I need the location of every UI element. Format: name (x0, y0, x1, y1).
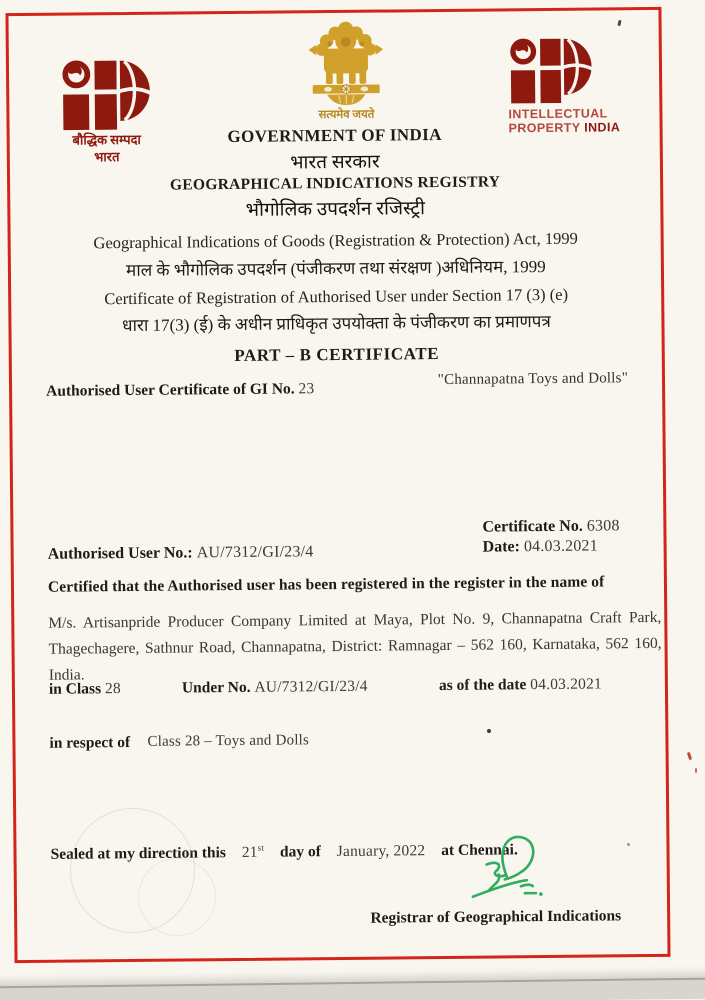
scan-speck (627, 843, 630, 846)
in-respect-of-value: Class 28 – Toys and Dolls (147, 732, 310, 750)
right-logo-india-label: INDIA (584, 120, 621, 135)
registrant-address: M/s. Artisanpride Producer Company Limited at Maya, Plot No. 9, Channapatna Craft Park, Thagechagere, Sathnur Road, Channapatna, District: Ramnagar – 562 160, Karnataka, 562 160, India. (48, 608, 662, 684)
government-of-india-title: GOVERNMENT OF INDIA (227, 124, 442, 147)
class-number: 28 (104, 680, 121, 698)
in-respect-of-label: in respect of (49, 734, 131, 752)
scan-speck (687, 752, 692, 761)
signature-icon (458, 830, 554, 913)
in-class-group (49, 680, 121, 699)
gi-name: "Channapatna Toys and Dolls" (437, 370, 629, 389)
part-b-title: PART – B CERTIFICATE (234, 344, 440, 365)
ip-india-logo-icon (51, 59, 162, 132)
certificate-number-line (482, 516, 619, 537)
authorised-user-row (48, 543, 314, 564)
emblem-motto: सत्यमेव जयते (318, 108, 375, 122)
under-no-value: AU/7312/GI/23/4 (254, 677, 368, 696)
gi-label: Authorised User Certificate of GI No. (46, 380, 295, 400)
under-no-label: Under No. (181, 678, 251, 697)
section-line: Certificate of Registration of Authorised User under Section 17 (3) (e) (104, 284, 569, 309)
registrar-title: Registrar of Geographical Indications (370, 907, 622, 927)
as-of-date-value: 04.03.2021 (530, 675, 603, 694)
date-value: 04.03.2021 (523, 537, 598, 556)
authorised-user-value: AU/7312/GI/23/4 (196, 543, 314, 562)
ip-india-logo-right (508, 37, 659, 136)
authorised-user-label: Authorised User No.: (47, 544, 193, 563)
respect-row (49, 730, 529, 757)
ashoka-lion-capital-icon (298, 17, 395, 106)
scan-speck (487, 729, 491, 733)
in-class-label: in Class (48, 680, 102, 698)
faint-seal-watermark (138, 858, 216, 936)
national-emblem (298, 17, 395, 122)
registry-title-hindi: भौगोलिक उपदर्शन रजिस्ट्री (245, 198, 426, 221)
gi-label-group (46, 380, 314, 401)
section-line-hindi: धारा 17(3) (ई) के अधीन प्राधिकृत उपयोक्ता के पंजीकरण का प्रमाणपत्र (121, 311, 551, 336)
left-logo-caption-line1: बौद्धिक सम्पदा (72, 131, 141, 148)
as-of-date-label: as of the date (438, 676, 527, 695)
date-label: Date: (482, 538, 520, 556)
certificate-no-value: 6308 (586, 517, 620, 535)
registry-title: GEOGRAPHICAL INDICATIONS REGISTRY (169, 173, 501, 194)
under-no-group (182, 678, 368, 698)
government-of-india-title-hindi: भारत सरकार (290, 151, 380, 174)
registrar-signature (458, 830, 554, 913)
scan-speck (695, 768, 697, 773)
certificate-no-label: Certificate No. (482, 517, 583, 536)
certificate-date-line (483, 536, 620, 557)
as-of-date-group (439, 675, 602, 695)
act-line-hindi: माल के भौगोलिक उपदर्शन (पंजीकरण तथा संरक्षण )अधिनियम, 1999 (126, 256, 546, 281)
sealed-prefix: Sealed at my direction this (50, 844, 226, 863)
right-logo-caption-line2: PROPERTY INDIA (508, 120, 621, 136)
right-logo-caption-line1: INTELLECTUAL (508, 106, 608, 122)
gi-number: 23 (298, 380, 315, 398)
sealed-day-of: day of (279, 843, 321, 861)
certificate-number-block (482, 516, 620, 558)
certified-statement: Certified that the Authorised user has been registered in the register in the name of (47, 573, 605, 596)
paper-bottom-edge (0, 978, 705, 1000)
sealed-day: 21st (241, 842, 265, 862)
sealed-day-ordinal: st (257, 842, 265, 853)
sealed-month-year: January, 2022 (336, 842, 426, 861)
left-logo-caption-line2: भारत (94, 148, 120, 164)
act-line: Geographical Indications of Goods (Registration & Protection) Act, 1999 (93, 228, 578, 253)
sealed-place: at Chennai. (441, 841, 518, 860)
ip-india-logo-icon (508, 37, 659, 104)
